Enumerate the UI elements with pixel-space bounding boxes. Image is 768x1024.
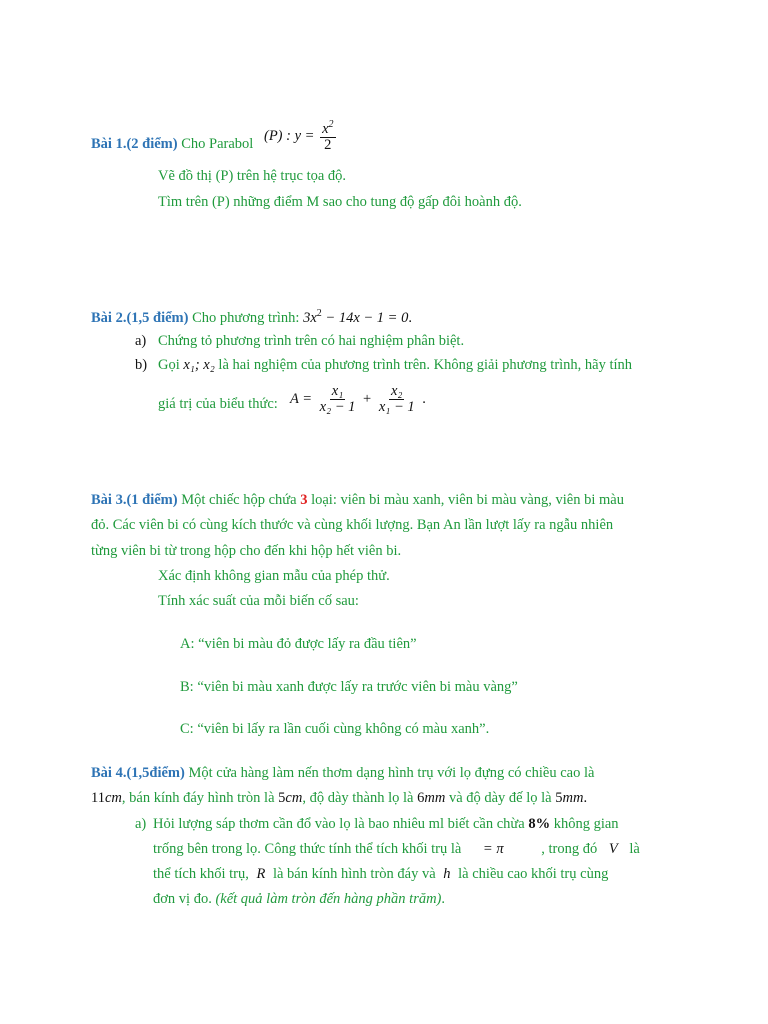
bai1-formula-den: 2 xyxy=(324,137,332,154)
bai4-base xyxy=(555,790,583,806)
bai1-item-2: Tìm trên (P) những điểm M sao cho tung độ gấp đôi hoành độ. xyxy=(158,194,522,210)
bai2-expr-plus: + xyxy=(363,391,372,408)
bai2-item-a-marker: a) xyxy=(135,333,147,349)
bai3-task2: Tính xác suất của mỗi biến cố sau: xyxy=(158,593,359,609)
bai4-radius-unit: cm xyxy=(285,790,303,806)
bai2-expr-frac1 xyxy=(318,384,358,415)
bai3-count: 3 xyxy=(300,492,308,508)
bai4-a-l1-pre: Hỏi lượng sáp thơm cần đổ vào lọ là bao nhiêu ml biết cần chừa xyxy=(153,816,525,832)
bai4-a-l3-post: là chiều cao khối trụ cùng xyxy=(458,866,609,882)
bai1-formula-fraction xyxy=(320,120,335,153)
bai2-expr-den2: x₁ − 1 xyxy=(378,399,415,416)
bai4-rounding-note: (kết quả làm tròn đến hàng phần trăm) xyxy=(215,891,442,907)
bai2-expr-frac2 xyxy=(377,384,417,415)
bai4-a-l4-end: . xyxy=(441,891,446,907)
bai4-height-unit: cm xyxy=(104,790,122,806)
bai2-eq-exp: 2 xyxy=(316,308,322,319)
bai3-intro-post: loại: viên bi màu xanh, viên bi màu vàng, viên bi màu xyxy=(311,492,624,508)
bai4-var-r: R xyxy=(256,866,266,882)
bai2-eq-a: 3x xyxy=(303,309,317,326)
bai4-l2-end: . xyxy=(583,790,588,806)
bai4-l2-c: và độ dày đế lọ là xyxy=(448,790,552,806)
bai1-formula-num: x xyxy=(322,120,329,137)
bai4-thickness-value: 6 xyxy=(417,790,425,806)
bai2-item-b-marker: b) xyxy=(135,357,148,373)
bai3-title: Bài 3.(1 điểm) xyxy=(91,492,178,508)
bai1-heading-line xyxy=(91,136,253,153)
bai4-thickness-unit: mm xyxy=(424,790,446,806)
bai4-volume-formula: = π xyxy=(482,841,504,857)
bai2-expr-num2: x₂ xyxy=(390,383,403,399)
bai1-intro: Cho Parabol xyxy=(181,136,254,152)
bai4-base-unit: mm xyxy=(562,790,584,806)
bai1-item-1: Vẽ đồ thị (P) trên hệ trục tọa độ. xyxy=(158,168,347,184)
bai4-a-line2 xyxy=(153,841,640,858)
bai4-intro: Một cửa hàng làm nến thơm dạng hình trụ với lọ đựng có chiều cao là xyxy=(188,765,595,781)
bai2-intro: Cho phương trình: xyxy=(192,309,300,326)
bai3-event-b: B: “viên bi màu xanh được lấy ra trước viên bi màu vàng” xyxy=(180,679,518,695)
bai1-formula xyxy=(264,120,338,153)
bai4-var-v: V xyxy=(608,841,618,857)
bai2-expr-num1: x₁ xyxy=(331,383,344,399)
bai1-formula-lhs: (P) : y = xyxy=(264,127,315,144)
bai3-heading-line xyxy=(91,492,624,509)
bai4-title: Bài 4.(1,5điểm) xyxy=(91,765,185,781)
bai1-formula-exp: 2 xyxy=(328,119,334,130)
bai2-expr-lhs: A = xyxy=(290,391,313,408)
bai4-l2-a: , bán kính đáy hình tròn là xyxy=(121,790,275,806)
bai3-event-c: C: “viên bi lấy ra lần cuối cùng không có màu xanh”. xyxy=(180,721,490,737)
bai4-a-l2-mid: , trong đó xyxy=(541,841,598,857)
bai2-item-b-line2: giá trị của biểu thức: xyxy=(158,396,278,412)
bai4-thickness xyxy=(417,790,445,806)
bai2-expression xyxy=(290,384,426,415)
bai4-var-h: h xyxy=(443,866,451,882)
bai2-heading-line xyxy=(91,308,412,327)
bai4-line2 xyxy=(91,790,587,807)
bai2-eq-end: . xyxy=(408,309,412,326)
bai4-a-line3 xyxy=(153,866,608,883)
bai3-intro-pre: Một chiếc hộp chứa xyxy=(181,492,297,508)
bai4-height xyxy=(91,790,122,806)
bai3-event-a: A: “viên bi màu đỏ được lấy ra đầu tiên” xyxy=(180,636,417,652)
bai4-a-l3-pre: thể tích khối trụ, xyxy=(153,866,249,882)
bai3-line3: từng viên bi từ trong hộp cho đến khi hộp hết viên bi. xyxy=(91,543,402,559)
bai2-expr-den1: x₂ − 1 xyxy=(319,399,356,416)
bai2-item-a: Chứng tỏ phương trình trên có hai nghiệm phân biệt. xyxy=(158,333,465,349)
bai4-heading-line xyxy=(91,765,594,782)
bai2-item-b-line1 xyxy=(158,357,632,374)
bai3-line2: đỏ. Các viên bi có cùng kích thước và cùng khối lượng. Bạn An lần lượt lấy ra ngẫu nhiên xyxy=(91,517,614,533)
bai4-radius xyxy=(278,790,302,806)
bai4-a-line1 xyxy=(153,816,619,833)
bai4-a-l3-mid: là bán kính hình tròn đáy và xyxy=(272,866,436,882)
bai4-percent: 8% xyxy=(528,816,551,832)
bai2-item-b-post: là hai nghiệm của phương trình trên. Không giải phương trình, hãy tính xyxy=(218,357,633,373)
bai4-l2-b: , độ dày thành lọ là xyxy=(302,790,414,806)
bai2-item-b-vars: x₁; x₂ xyxy=(183,357,215,373)
bai4-base-value: 5 xyxy=(555,790,563,806)
bai4-radius-value: 5 xyxy=(278,790,286,806)
bai2-expr-end: . xyxy=(422,391,426,408)
bai4-a-l1-post: không gian xyxy=(553,816,619,832)
bai2-eq-b: − 14x − 1 = 0 xyxy=(321,309,409,326)
bai4-a-l4-pre: đơn vị đo. xyxy=(153,891,212,907)
bai3-task1: Xác định không gian mẫu của phép thử. xyxy=(158,568,390,584)
bai2-item-b-pre: Gọi xyxy=(158,357,180,373)
bai1-title: Bài 1.(2 điểm) xyxy=(91,136,178,152)
bai4-height-value: 11 xyxy=(91,790,105,806)
bai2-title: Bài 2.(1,5 điểm) xyxy=(91,309,189,326)
bai4-a-line4 xyxy=(153,891,445,908)
bai4-a-l2-pre: trống bên trong lọ. Công thức tính thể tích khối trụ là xyxy=(153,841,462,857)
bai4-item-a-marker: a) xyxy=(135,816,147,832)
bai2-equation xyxy=(303,310,412,326)
bai4-a-l2-post: là xyxy=(629,841,640,857)
